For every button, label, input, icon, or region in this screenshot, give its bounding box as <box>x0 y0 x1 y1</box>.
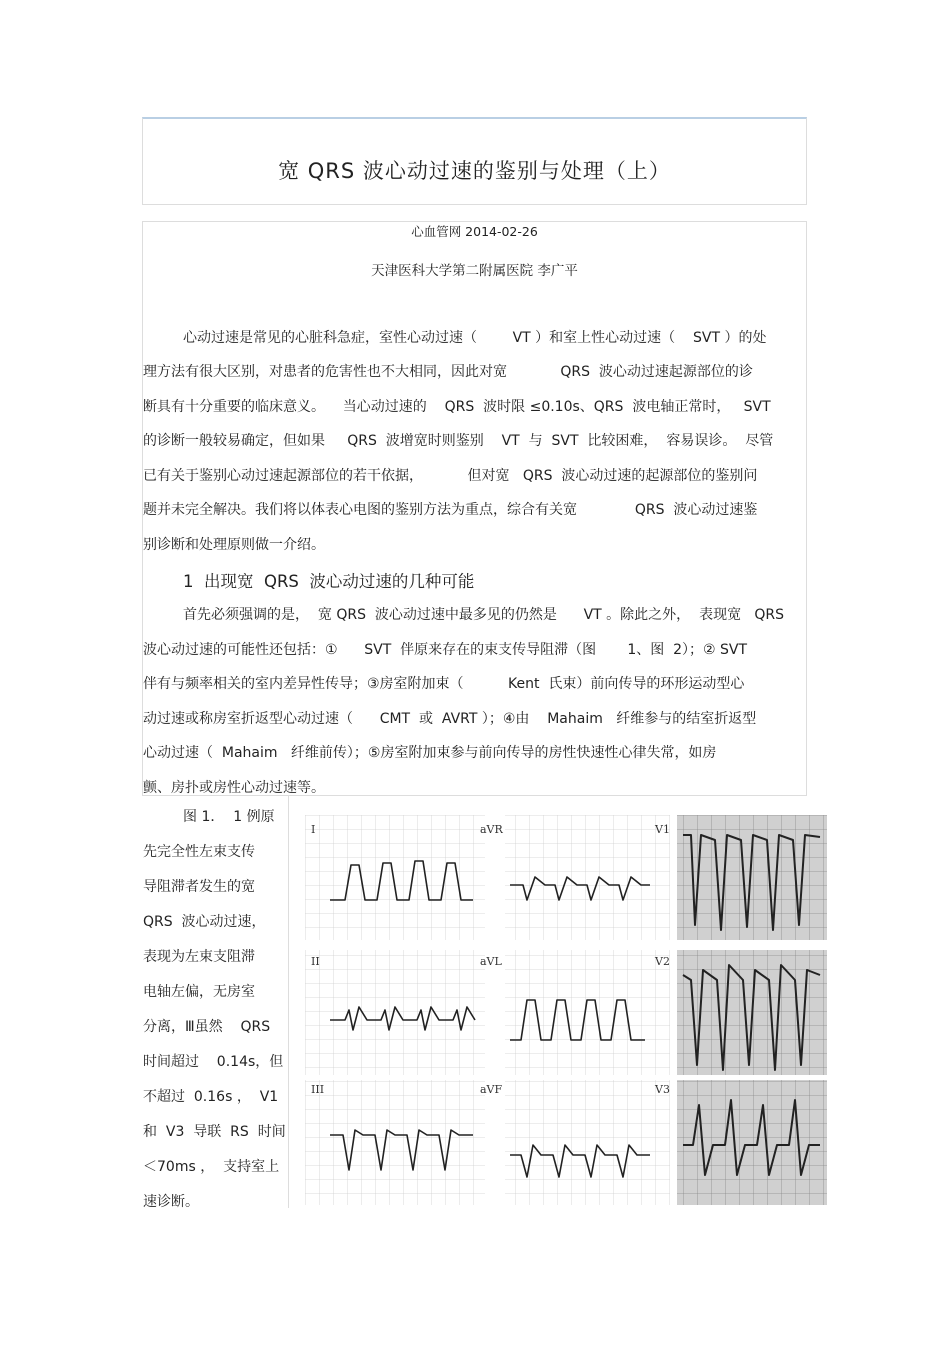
page-title: 宽 QRS 波心动过速的鉴别与处理（上） <box>278 159 671 183</box>
ecg-panel-avr <box>505 815 670 940</box>
caption-line: 先完全性左束支传 <box>143 844 255 860</box>
lead-label: II <box>311 955 320 968</box>
text-line: 题并未完全解决。我们将以体表心电图的鉴别方法为重点，综合有关宽 QRS 波心动过速鉴 <box>143 502 758 518</box>
text-line: 断具有十分重要的临床意义。 当心动过速的 QRS 波时限 ≤0.10s、QRS 波电轴正常时， SVT <box>143 399 771 415</box>
text-line: 别诊断和处理原则做一介绍。 <box>143 537 325 553</box>
lead-label: I <box>311 823 316 836</box>
ecg-figure <box>305 815 827 1207</box>
lead-label: aVL <box>480 955 502 968</box>
ecg-panel-v1 <box>677 815 827 940</box>
section-heading: 1 出现宽 QRS 波心动过速的几种可能 <box>183 572 475 591</box>
lead-label: V3 <box>655 1083 670 1096</box>
text-line: 理方法有很大区别，对患者的危害性也不大相同，因此对宽 QRS 波心动过速起源部位的诊 <box>143 364 753 380</box>
caption-line: QRS 波心动过速， <box>143 914 266 930</box>
ecg-panel-avl <box>505 950 670 1075</box>
text-line: 动过速或称房室折返型心动过速（ CMT 或 AVRT ）；④由 Mahaim 纤维参与的结室折返型 <box>143 711 757 727</box>
ecg-panel-avf <box>505 1080 670 1205</box>
caption-line: 表现为左束支阻滞 <box>143 949 255 965</box>
source-date: 心血管网 2014-02-26 <box>411 224 538 239</box>
lead-label: aVR <box>480 823 503 836</box>
text-line: 心动过速（ Mahaim 纤维前传）；⑤房室附加束参与前向传导的房性快速性心律失常，如房 <box>143 745 717 761</box>
caption-line: 和 V3 导联 RS 时间 <box>143 1124 286 1140</box>
lead-label: V2 <box>655 955 670 968</box>
caption-line: ＜70ms ， 支持室上 <box>143 1159 280 1175</box>
text-line: 颤、房扑或房性心动过速等。 <box>143 780 325 796</box>
text-line: 的诊断一般较易确定，但如果 QRS 波增宽时则鉴别 VT 与 SVT 比较困难， 容易误诊。 尽管 <box>143 433 774 449</box>
title-box <box>142 117 807 205</box>
caption-line: 电轴左偏，无房室 <box>143 984 255 1000</box>
text-line: 伴有与频率相关的室内差异性传导；③房室附加束（ Kent 氏束）前向传导的环形运动型心 <box>143 676 745 692</box>
author-line: 天津医科大学第二附属医院 李广平 <box>371 263 578 279</box>
ecg-panel-iii <box>305 1080 485 1205</box>
lead-label: III <box>311 1083 325 1096</box>
caption-line: 分离，Ⅲ虽然 QRS <box>143 1019 271 1035</box>
caption-line: 时间超过 0.14s，但 <box>143 1054 284 1070</box>
lead-label: aVF <box>480 1083 503 1096</box>
text-line: 波心动过速的可能性还包括：① SVT 伴原来存在的束支传导阻滞（图 1、图 2）；② SVT <box>143 642 748 658</box>
caption-line: 导阻滞者发生的宽 <box>143 879 255 895</box>
caption-line: 速诊断。 <box>143 1194 199 1210</box>
caption-line: 图 1． 1 例原 <box>183 809 275 825</box>
lead-label: V1 <box>655 823 670 836</box>
text-line: 已有关于鉴别心动过速起源部位的若干依据， 但对宽 QRS 波心动过速的起源部位的鉴别问 <box>143 468 758 484</box>
ecg-panel-v3 <box>677 1080 827 1205</box>
text-line: 首先必须强调的是， 宽 QRS 波心动过速中最多见的仍然是 VT 。除此之外， 表现宽 QRS <box>183 607 785 623</box>
caption-line: 不超过 0.16s ， V1 <box>143 1089 279 1105</box>
text-line: 心动过速是常见的心脏科急症，室性心动过速（ VT ）和室上性心动过速（ SVT ）的处 <box>183 330 767 346</box>
